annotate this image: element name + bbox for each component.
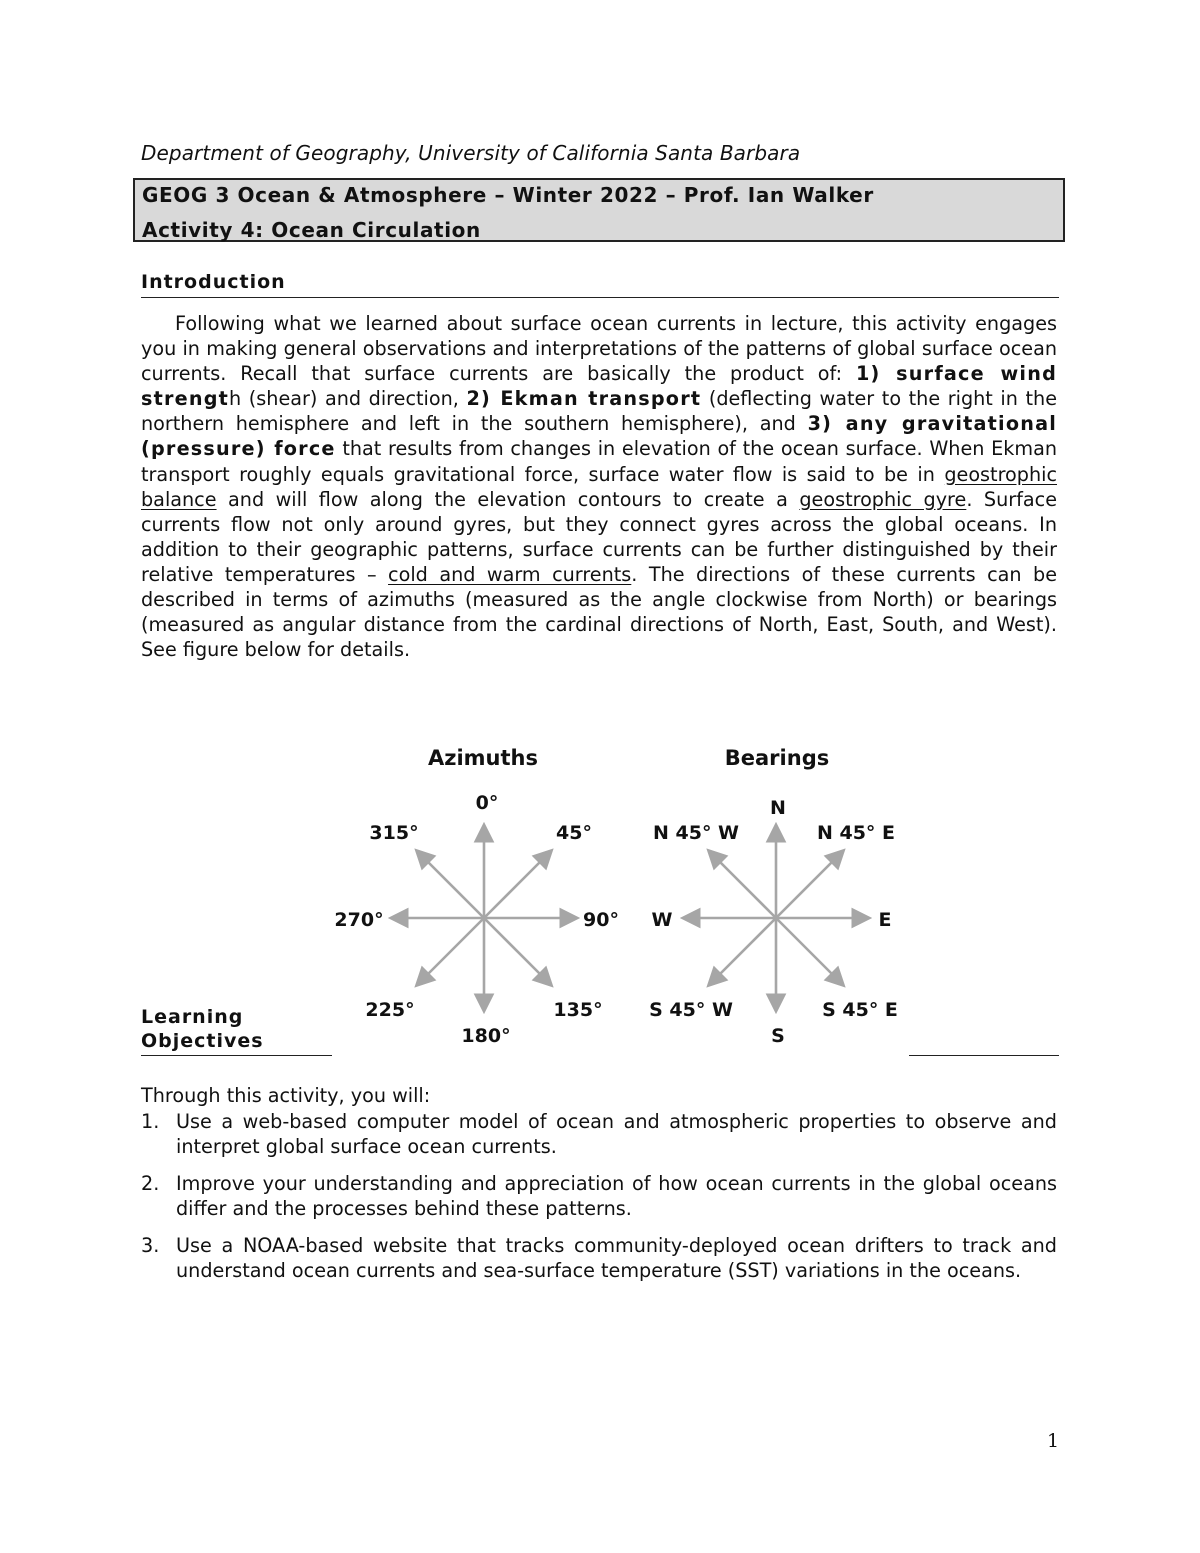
term-geostrophic-gyre: geostrophic gyre <box>799 487 967 511</box>
objective-item <box>141 1109 1057 1159</box>
azimuth-arrow-nw <box>418 852 484 918</box>
direction-diagram <box>320 735 920 1055</box>
introduction-rule <box>141 297 1059 298</box>
objectives-rule-right <box>909 1055 1059 1056</box>
azimuth-label-225: 225° <box>365 999 415 1021</box>
objective-number: 1. <box>141 1110 160 1133</box>
objectives-rule-left <box>141 1055 332 1056</box>
page-number: 1 <box>1047 1430 1060 1452</box>
bearing-label-s: S <box>771 1025 785 1047</box>
title-box <box>133 178 1065 242</box>
azimuth-arrow-ne <box>484 852 550 918</box>
bearing-label-ne: N 45° E <box>816 822 896 844</box>
bearing-arrows <box>685 827 867 1009</box>
introduction-heading: Introduction <box>141 271 286 293</box>
azimuths-title: Azimuths <box>428 746 538 770</box>
objective-text: Use a web-based computer model of ocean and atmospheric properties to observe and interpret global surface ocean currents. <box>176 1110 1057 1158</box>
azimuth-label-0: 0° <box>475 792 499 814</box>
course-title: GEOG 3 Ocean & Atmosphere – Winter 2022 – Prof. Ian Walker <box>142 183 874 207</box>
intro-bold-gravity: 3) any gravitational (pressure) force <box>141 412 1057 461</box>
activity-title: Activity 4: Ocean Circulation <box>142 218 481 242</box>
bearing-label-w: W <box>651 909 673 931</box>
intro-bold-wind: 1) surface wind strengt <box>141 362 1057 411</box>
intro-text-4: that results from changes in elevation of the ocean surface. When Ekman transport roughly equals gravitational force, surface water flow is said to be in <box>141 437 1057 486</box>
azimuth-arrow-sw <box>418 918 484 984</box>
department-header: Department of Geography, University of California Santa Barbara <box>141 141 801 165</box>
learning-objectives-heading-1: Learning <box>141 1006 244 1028</box>
objective-text: Improve your understanding and appreciation of how ocean currents in the global oceans differ and the processes behind these patterns. <box>176 1172 1057 1220</box>
term-geostrophic-balance: geostrophic balance <box>141 462 1057 511</box>
objective-text: Use a NOAA-based website that tracks community-deployed ocean drifters to track and understand ocean currents and sea-surface temperature (SST) variations in the oceans. <box>176 1234 1057 1282</box>
azimuth-label-180: 180° <box>461 1025 511 1047</box>
bearing-label-n: N <box>770 797 786 819</box>
intro-text-3: (deflecting water to the right in the northern hemisphere and left in the southern hemisphere), and <box>141 387 1057 436</box>
objectives-intro: Through this activity, you will: <box>141 1084 431 1107</box>
azimuth-label-135: 135° <box>553 999 603 1021</box>
bearing-label-sw: S 45° W <box>649 999 733 1021</box>
azimuth-arrow-se <box>484 918 550 984</box>
azimuth-bearing-figure <box>320 735 920 1055</box>
intro-text-1: Following what we learned about surface ocean currents in lecture, this activity engages you in making general observations and interpretations of the patterns of global surface ocean currents. Recall that surface currents are basically the product of: <box>141 312 1057 386</box>
objective-number: 3. <box>141 1234 160 1257</box>
azimuth-label-45: 45° <box>556 822 592 844</box>
azimuth-label-90: 90° <box>583 909 619 931</box>
intro-text-6: . Surface currents flow not only around gyres, but they connect gyres across the global oceans. In addition to their geographic patterns, surface currents can be further distinguished by their relative temperatures – <box>141 487 1058 586</box>
introduction-paragraph <box>141 311 1057 662</box>
bearing-label-se: S 45° E <box>822 999 898 1021</box>
azimuth-arrows <box>393 827 575 1009</box>
intro-text-7: . The directions of these currents can be described in terms of azimuths (measured as the angle clockwise from North) or bearings (measured as angular distance from the cardinal directions of North, East, South, and West). See figure below for details. <box>141 562 1058 662</box>
term-cold-warm-currents: cold and warm currents <box>388 562 632 586</box>
bearing-label-e: E <box>878 909 892 931</box>
bearing-arrow-nw <box>710 852 776 918</box>
intro-text-2: h (shear) and direction, <box>229 387 467 411</box>
objective-item <box>141 1171 1057 1221</box>
bearing-label-nw: N 45° W <box>652 822 740 844</box>
bearings-title: Bearings <box>724 746 830 770</box>
bearing-arrow-ne <box>776 852 842 918</box>
azimuth-label-315: 315° <box>369 822 419 844</box>
intro-bold-ekman: 2) Ekman transport <box>466 387 702 411</box>
learning-objectives-heading-2: Objectives <box>141 1030 264 1052</box>
bearing-arrow-sw <box>710 918 776 984</box>
bearing-arrow-se <box>776 918 842 984</box>
azimuth-label-270: 270° <box>334 909 384 931</box>
objectives-list <box>141 1109 1057 1295</box>
intro-text-5: and will flow along the elevation contours to create a <box>216 487 800 511</box>
objective-item <box>141 1233 1057 1283</box>
objective-number: 2. <box>141 1172 160 1195</box>
